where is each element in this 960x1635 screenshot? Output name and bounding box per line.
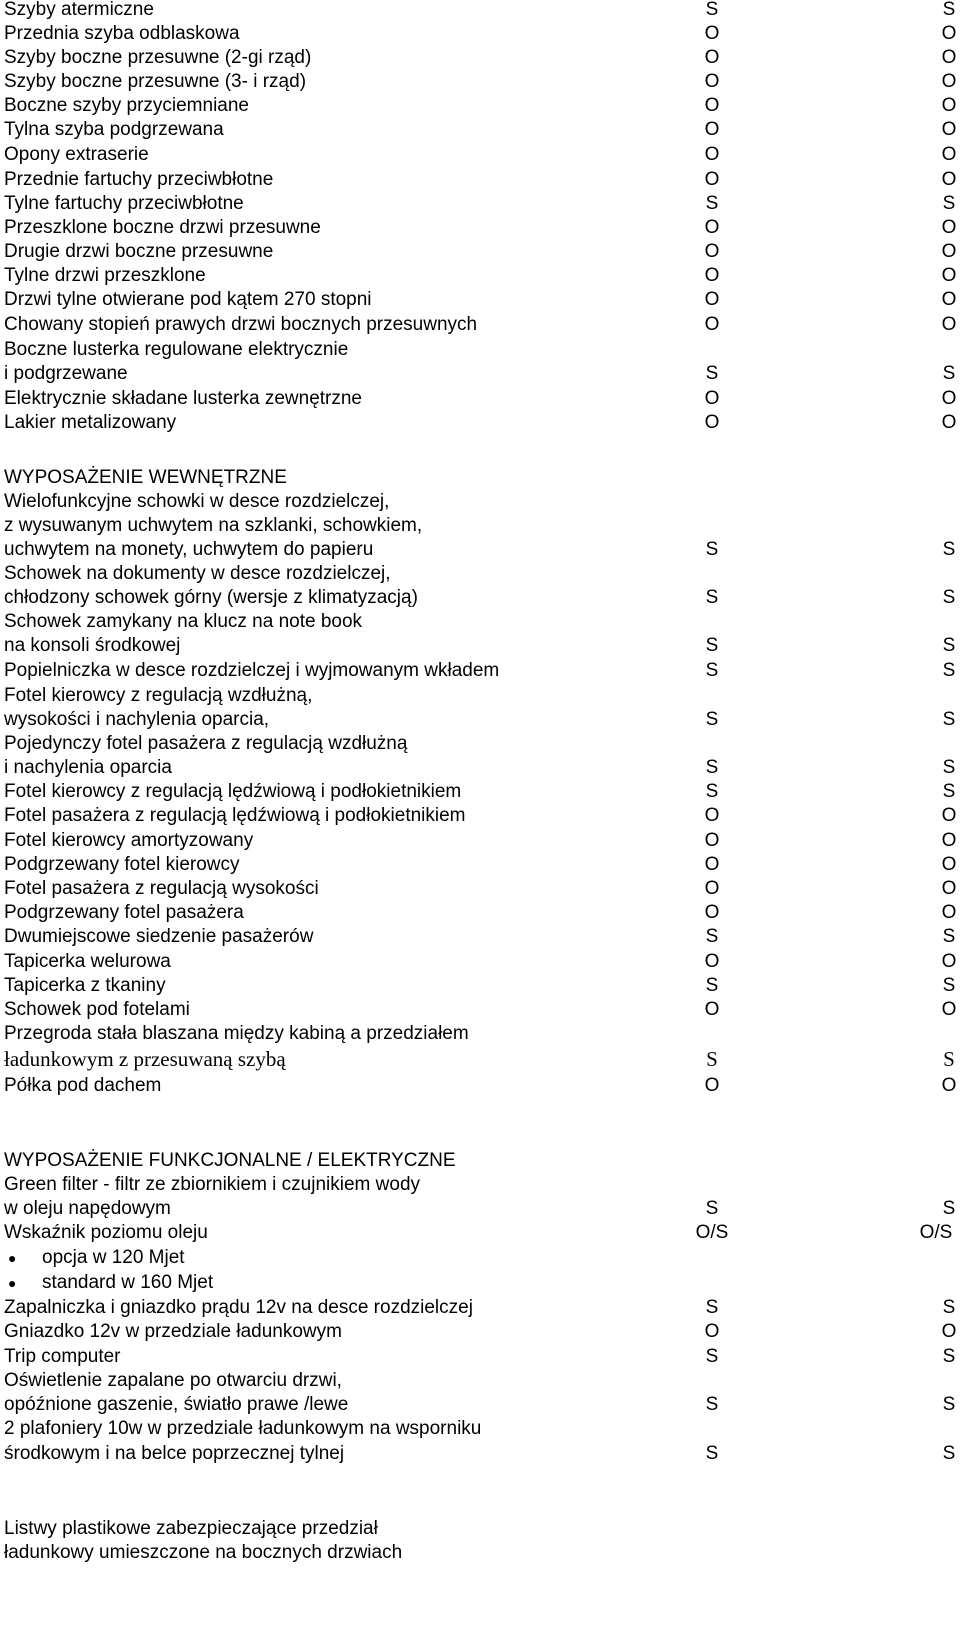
list-item: Pojedynczy fotel pasażera z regulacją wzdłużną xyxy=(4,733,408,754)
list-item: z wysuwanym uchwytem na szklanki, schowkiem, xyxy=(4,515,423,536)
list-item: wysokości i nachylenia oparcia, S S xyxy=(4,709,956,730)
list-item: Drzwi tylne otwierane pod kątem 270 stopni O O xyxy=(4,289,957,310)
list-item: Szyby atermiczne S S xyxy=(4,0,956,20)
list-item: Elektrycznie składane lusterka zewnętrzne O O xyxy=(4,388,957,409)
list-item: Trip computer S S xyxy=(4,1346,956,1367)
list-item: Popielniczka w desce rozdzielczej i wyjmowanym wkładem S S xyxy=(4,660,956,681)
list-item: Schowek zamykany na klucz na note book xyxy=(4,611,363,632)
footer-line: ładunkowy umieszczone na bocznych drzwiach xyxy=(4,1542,403,1563)
list-item: Opony extraserie O O xyxy=(4,144,957,165)
list-item: Fotel kierowcy z regulacją wzdłużną, xyxy=(4,685,313,706)
list-item: uchwytem na monety, uchwytem do papieru S S xyxy=(4,539,956,560)
list-item: Fotel pasażera z regulacją lędźwiową i podłokietnikiem O O xyxy=(4,805,957,826)
bullet-item: ● standard w 160 Mjet xyxy=(8,1272,214,1293)
list-item: Wielofunkcyjne schowki w desce rozdzielczej, xyxy=(4,491,390,512)
section-heading: WYPOSAŻENIE WEWNĘTRZNE xyxy=(4,467,287,488)
list-item: Green filter - filtr ze zbiornikiem i czujnikiem wody xyxy=(4,1174,421,1195)
list-item: Tylna szyba podgrzewana O O xyxy=(4,119,957,140)
list-item: Przeszklone boczne drzwi przesuwne O O xyxy=(4,217,957,238)
list-item: w oleju napędowym S S xyxy=(4,1198,956,1219)
list-item: Zapalniczka i gniazdko prądu 12v na desce rozdzielczej S S xyxy=(4,1297,956,1318)
list-item: chłodzony schowek górny (wersje z klimatyzacją) S S xyxy=(4,587,956,608)
list-item: Przednie fartuchy przeciwbłotne O O xyxy=(4,169,957,190)
list-item: Schowek pod fotelami O O xyxy=(4,999,957,1020)
list-item: Fotel kierowcy z regulacją lędźwiową i podłokietnikiem S S xyxy=(4,781,956,802)
list-item: ładunkowym z przesuwaną szybą S S xyxy=(4,1047,955,1071)
list-item: Fotel kierowcy amortyzowany O O xyxy=(4,830,957,851)
list-item: Oświetlenie zapalane po otwarciu drzwi, xyxy=(4,1370,342,1391)
list-item: Półka pod dachem O O xyxy=(4,1075,957,1096)
footer-line: Listwy plastikowe zabezpieczające przedział xyxy=(4,1518,378,1539)
list-item: Gniazdko 12v w przedziale ładunkowym O O xyxy=(4,1321,957,1342)
list-item: Fotel pasażera z regulacją wysokości O O xyxy=(4,878,957,899)
list-item: Boczne szyby przyciemniane O O xyxy=(4,95,957,116)
list-item: Podgrzewany fotel kierowcy O O xyxy=(4,854,957,875)
list-item: opóźnione gaszenie, światło prawe /lewe S S xyxy=(4,1394,956,1415)
list-item: Tylne fartuchy przeciwbłotne S S xyxy=(4,193,956,214)
list-item: środkowym i na belce poprzecznej tylnej S S xyxy=(4,1443,956,1464)
list-item: Szyby boczne przesuwne (2-gi rząd) O O xyxy=(4,47,957,68)
bullet-icon: ● xyxy=(8,1275,17,1291)
list-item: i podgrzewane S S xyxy=(4,363,956,384)
list-item: Chowany stopień prawych drzwi bocznych przesuwnych O O xyxy=(4,314,957,335)
list-item: i nachylenia oparcia S S xyxy=(4,757,956,778)
list-item: Dwumiejscowe siedzenie pasażerów S S xyxy=(4,926,956,947)
bullet-icon: ● xyxy=(8,1250,17,1266)
list-item: Wskaźnik poziomu oleju O/S O/S xyxy=(4,1222,953,1243)
list-item: Schowek na dokumenty w desce rozdzielczej, xyxy=(4,563,391,584)
list-item: Boczne lusterka regulowane elektrycznie xyxy=(4,339,349,360)
list-item: Lakier metalizowany O O xyxy=(4,412,957,433)
list-item: Drugie drzwi boczne przesuwne O O xyxy=(4,241,957,262)
list-item: Tapicerka welurowa O O xyxy=(4,951,957,972)
list-item: 2 plafoniery 10w w przedziale ładunkowym na wsporniku xyxy=(4,1418,482,1439)
list-item: na konsoli środkowej S S xyxy=(4,635,956,656)
section-heading: WYPOSAŻENIE FUNKCJONALNE / ELEKTRYCZNE xyxy=(4,1150,456,1171)
list-item: Przednia szyba odblaskowa O O xyxy=(4,23,957,44)
bullet-item: ● opcja w 120 Mjet xyxy=(8,1247,185,1268)
list-item: Przegroda stała blaszana między kabiną a przedziałem xyxy=(4,1023,469,1044)
list-item: Podgrzewany fotel pasażera O O xyxy=(4,902,957,923)
list-item: Tylne drzwi przeszklone O O xyxy=(4,265,957,286)
list-item: Szyby boczne przesuwne (3- i rząd) O O xyxy=(4,71,957,92)
list-item: Tapicerka z tkaniny S S xyxy=(4,975,956,996)
